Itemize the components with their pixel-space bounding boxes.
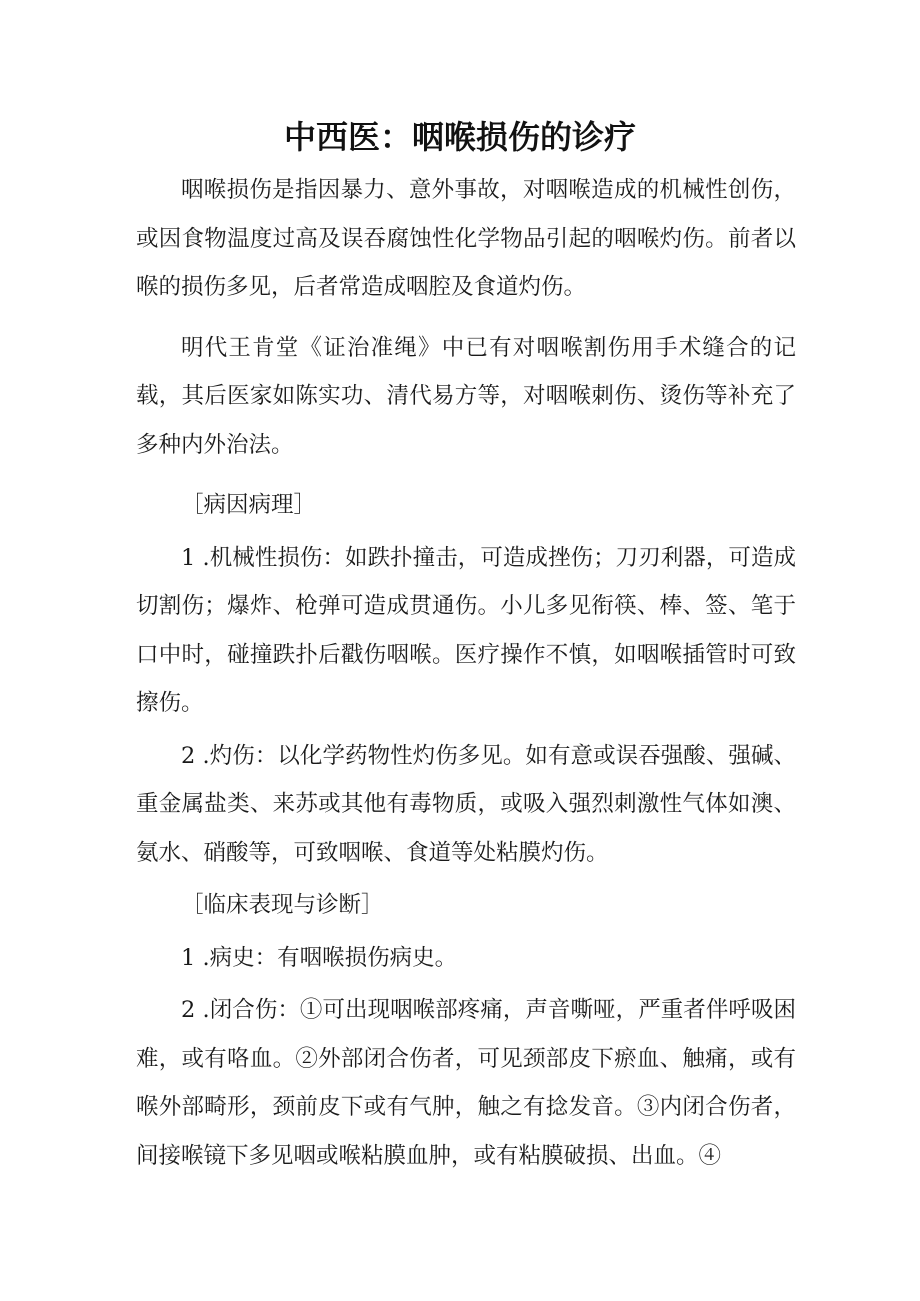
document-body [136, 166, 796, 1180]
paragraph-definition: 咽喉损伤是指因暴力、意外事故，对咽喉造成的机械性创伤，或因食物温度过高及误吞腐蚀性化学物品引起的咽喉灼伤。前者以喉的损伤多见，后者常造成咽腔及食道灼伤。 [136, 177, 796, 300]
section-heading-etiology: ［病因病理］ [181, 492, 317, 518]
page-title: 中西医：咽喉损伤的诊疗 [283, 118, 636, 156]
paragraph-burn-injury: 2 .灼伤：以化学药物性灼伤多见。如有意或误吞强酸、强碱、重金属盐类、来苏或其他有毒物质，或吸入强烈刺激性气体如澳、氨水、硝酸等，可致咽喉、食道等处粘膜灼伤。 [136, 742, 796, 866]
paragraph-history: 明代王肯堂《证治准绳》中已有对咽喉割伤用手术缝合的记载，其后医家如陈实功、清代易方等，对咽喉刺伤、烫伤等补充了多种内外治法。 [136, 334, 796, 458]
paragraph-medical-history: 1 .病史：有咽喉损伤病史。 [181, 944, 458, 971]
paragraph-closed-injury: 2 .闭合伤：①可出现咽喉部疼痛，声音嘶哑，严重者伴呼吸困难，或有咯血。②外部闭合伤者，可见颈部皮下瘀血、触痛，或有喉外部畸形，颈前皮下或有气肿，触之有捻发音。③内闭合伤者，间接喉镜下多见咽或喉粘膜血肿，或有粘膜破损、出血。④ [136, 997, 796, 1169]
paragraph-mechanical-injury: 1 .机械性损伤：如跌扑撞击，可造成挫伤；刀刃利器，可造成切割伤；爆炸、枪弹可造成贯通伤。小儿多见衔筷、棒、签、笔于口中时，碰撞跌扑后戳伤咽喉。医疗操作不慎，如咽喉插管时可致擦伤。 [136, 544, 796, 716]
section-heading-clinical: ［临床表现与诊断］ [181, 892, 384, 918]
